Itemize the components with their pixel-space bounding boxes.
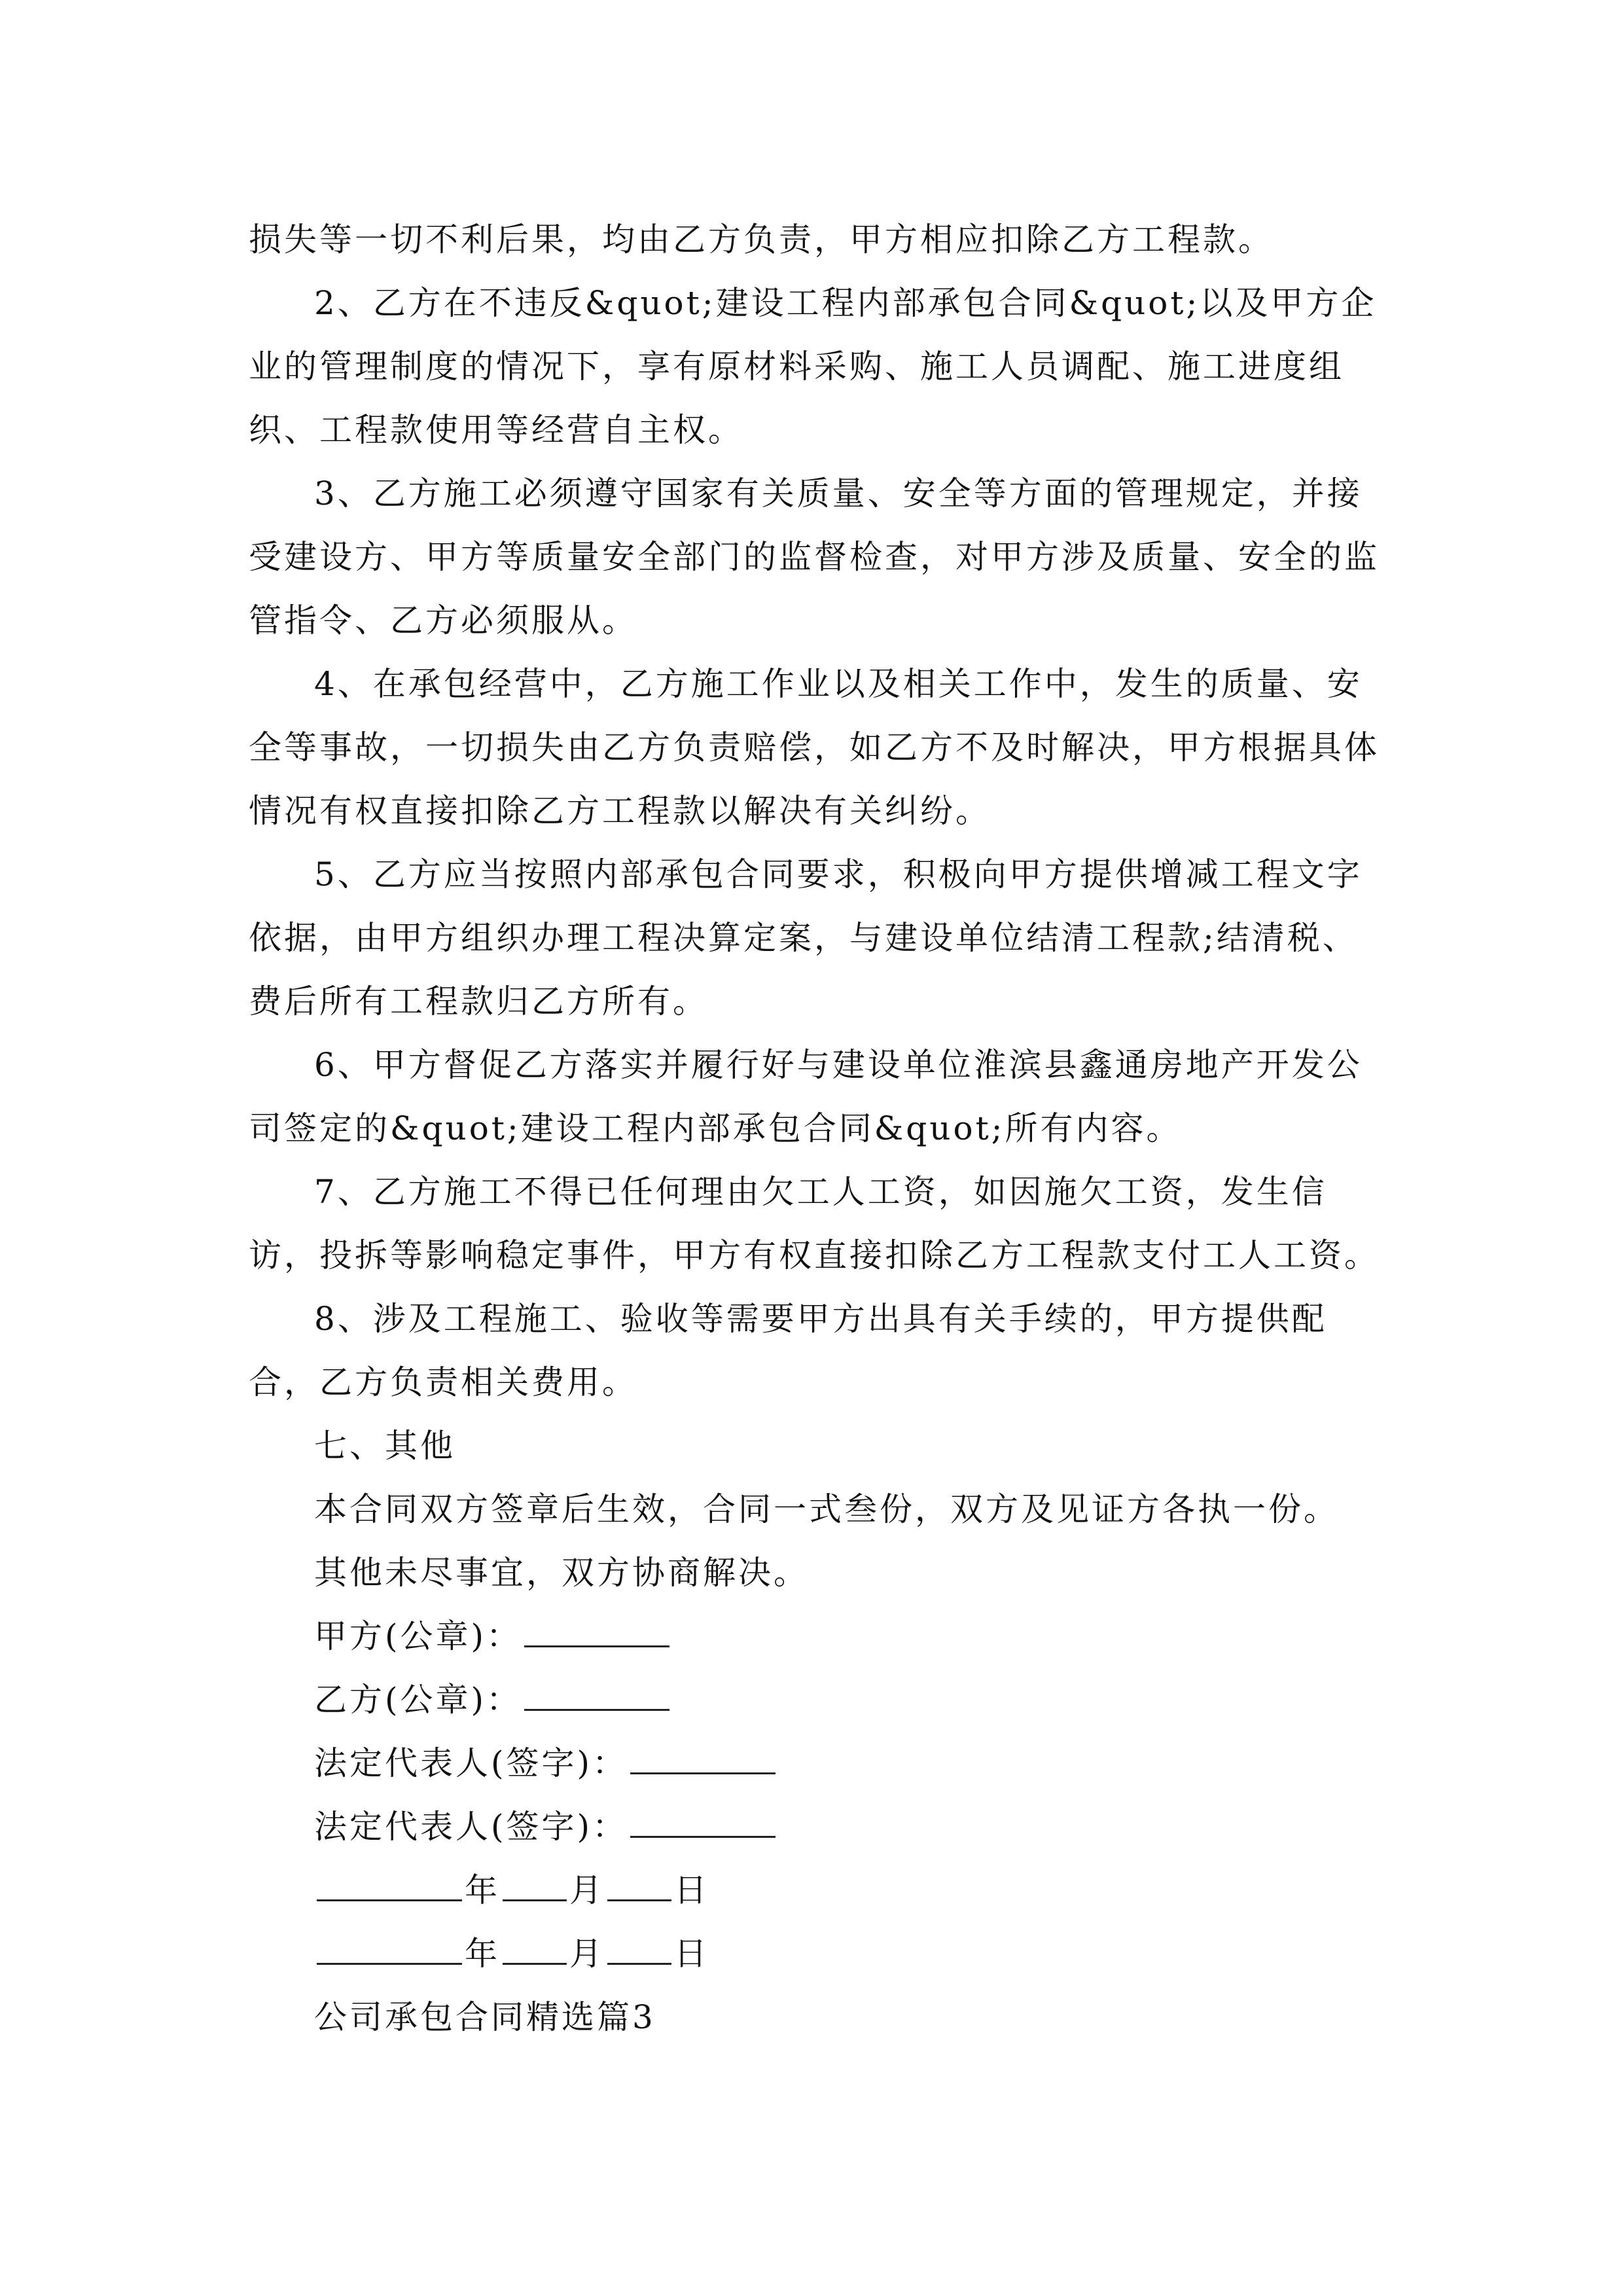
month-label-1: 月 — [569, 1871, 605, 1909]
negotiation-clause: 其他未尽事宜，双方协商解决。 — [314, 1554, 809, 1592]
year-label-2: 年 — [465, 1935, 500, 1973]
clause-3: 3、乙方施工必须遵守国家有关质量、安全等方面的管理规定，并接受建设方、甲方等质量安全部门的监督检查，对甲方涉及质量、安全的监管指令、乙方必须服从。 — [249, 475, 1380, 639]
section-heading-other: 七、其他 — [314, 1427, 455, 1465]
month-blank-1 — [503, 1873, 567, 1901]
clause-6: 6、甲方督促乙方落实并履行好与建设单位淮滨县鑫通房地产开发公司签定的&quot;建设工程内部承包合同&quot;所有内容。 — [249, 1046, 1363, 1147]
party-a-seal-label: 甲方(公章)： — [314, 1617, 522, 1655]
date-line-2 — [249, 1922, 1387, 1986]
year-blank-1 — [317, 1873, 462, 1901]
party-a-seal-line — [249, 1605, 1387, 1668]
clause-4: 4、在承包经营中，乙方施工作业以及相关工作中，发生的质量、安全等事故，一切损失由乙方负责赔偿，如乙方不及时解决，甲方根据具体情况有权直接扣除乙方工程款以解决有关纠纷。 — [249, 665, 1380, 830]
month-label-2: 月 — [569, 1935, 605, 1973]
legal-rep-label-1: 法定代表人(签字)： — [314, 1744, 628, 1782]
day-label-1: 日 — [674, 1871, 709, 1909]
date-line-1 — [249, 1859, 1387, 1922]
clause-2: 2、乙方在不违反&quot;建设工程内部承包合同&quot;以及甲方企业的管理制度的情况下，享有原材料采购、施工人员调配、施工进度组织、工程款使用等经营自主权。 — [249, 284, 1377, 449]
party-b-seal-blank — [524, 1683, 669, 1711]
month-blank-2 — [503, 1937, 567, 1965]
next-section-title: 公司承包合同精选篇3 — [314, 1998, 656, 2036]
year-blank-2 — [317, 1937, 462, 1965]
legal-rep-line-1 — [249, 1732, 1387, 1795]
year-label-1: 年 — [465, 1871, 500, 1909]
party-a-seal-blank — [524, 1619, 669, 1647]
legal-rep-blank-1 — [630, 1746, 776, 1774]
clause-8: 8、涉及工程施工、验收等需要甲方出具有关手续的，甲方提供配合，乙方负责相关费用。 — [249, 1300, 1327, 1401]
day-blank-1 — [607, 1873, 671, 1901]
day-label-2: 日 — [674, 1935, 709, 1973]
day-blank-2 — [607, 1937, 671, 1965]
body-paragraph-0: 损失等一切不利后果，均由乙方负责，甲方相应扣除乙方工程款。 — [249, 221, 1274, 259]
legal-rep-label-2: 法定代表人(签字)： — [314, 1808, 628, 1846]
party-b-seal-line — [249, 1668, 1387, 1732]
effect-clause: 本合同双方签章后生效，合同一式叁份，双方及见证方各执一份。 — [314, 1490, 1339, 1528]
clause-7: 7、乙方施工不得已任何理由欠工人工资，如因施欠工资，发生信访，投拆等影响稳定事件，甲方有权直接扣除乙方工程款支付工人工资。 — [249, 1173, 1380, 1274]
clause-5: 5、乙方应当按照内部承包合同要求，积极向甲方提供增减工程文字依据，由甲方组织办理工程决算定案，与建设单位结清工程款;结清税、费后所有工程款归乙方所有。 — [249, 855, 1363, 1020]
legal-rep-blank-2 — [630, 1810, 776, 1838]
legal-rep-line-2 — [249, 1795, 1387, 1859]
party-b-seal-label: 乙方(公章)： — [314, 1681, 522, 1719]
